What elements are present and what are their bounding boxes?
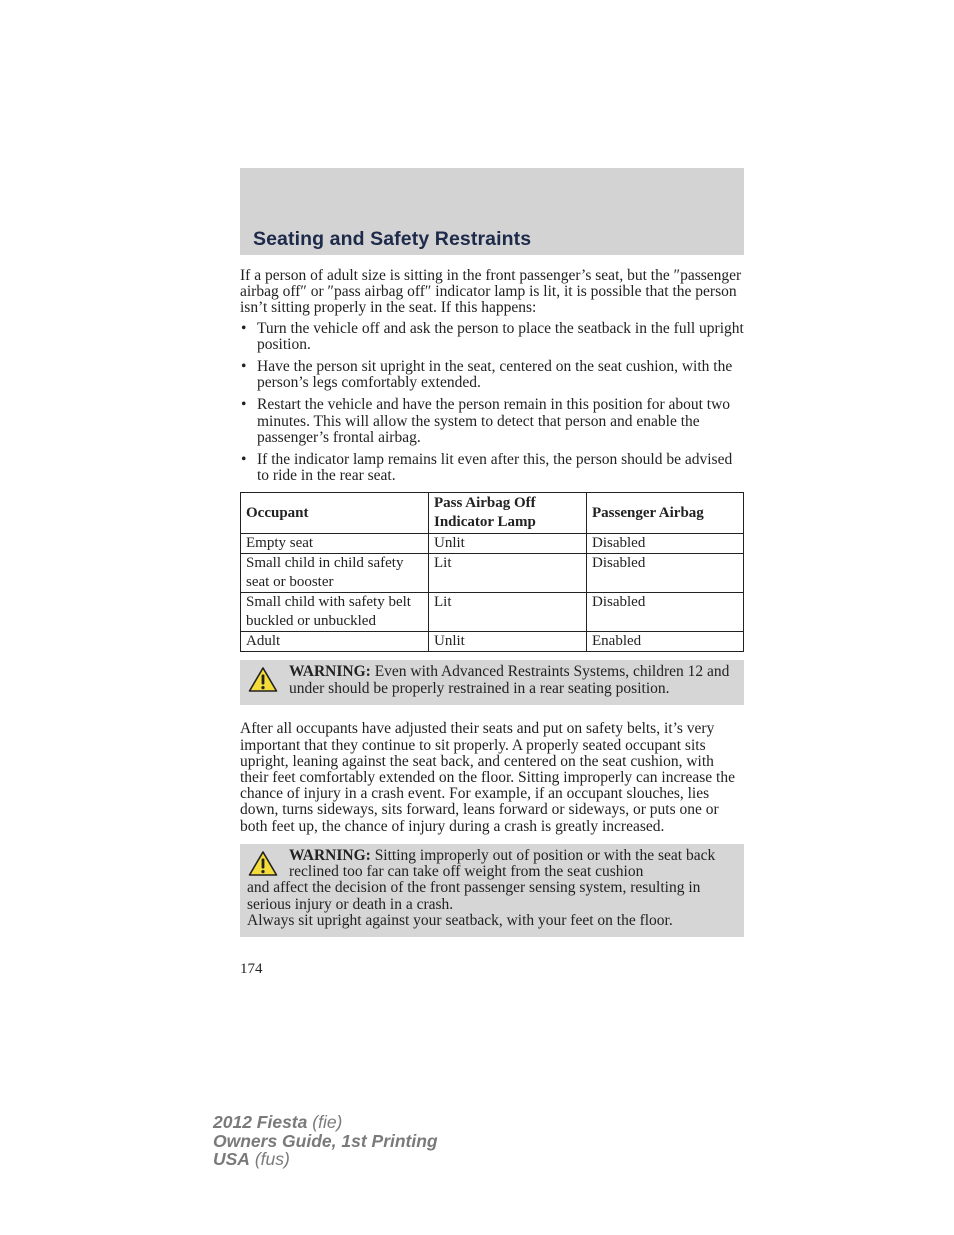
page-content xyxy=(240,268,744,937)
table-row xyxy=(241,632,744,652)
bullet-symbol: • xyxy=(241,451,247,469)
footer-line xyxy=(213,1150,438,1169)
document-footer xyxy=(213,1113,438,1169)
table-cell: Disabled xyxy=(587,593,744,632)
footer-line xyxy=(213,1132,438,1151)
table-cell: Unlit xyxy=(429,632,587,652)
list-item-text: If the indicator lamp remains lit even after this, the person should be advised to ride in the rear seat. xyxy=(257,451,733,485)
list-item xyxy=(240,397,744,446)
footer-edition: Owners Guide, 1st Printing xyxy=(213,1130,438,1151)
bullet-symbol: • xyxy=(241,396,247,414)
bullet-symbol: • xyxy=(241,319,247,337)
table-cell: Disabled xyxy=(587,534,744,554)
warning-extra: Always sit upright against your seatback, with your feet on the floor. xyxy=(247,912,673,930)
table-cell: Small child in child safety seat or booster xyxy=(241,554,429,593)
table-cell: Unlit xyxy=(429,534,587,554)
table-cell: Adult xyxy=(241,632,429,652)
table-header-row xyxy=(241,493,744,534)
warning-text xyxy=(240,660,744,701)
footer-model-code: (fie) xyxy=(312,1112,343,1132)
list-item-text: Turn the vehicle off and ask the person to place the seatback in the full upright position. xyxy=(257,319,744,353)
table-row xyxy=(241,534,744,554)
warning-label: WARNING: xyxy=(289,846,371,864)
table-cell: Lit xyxy=(429,554,587,593)
section-header xyxy=(240,168,744,255)
airbag-status-table xyxy=(240,492,744,652)
body-paragraph: After all occupants have adjusted their seats and put on safety belts, it’s very important that they continue to sit properly. A properly seated occupant sits upright, leaning against the seat back, and centered on the seat cushion, with their feet comfortably extended on the floor. Sitting improperly can increase the chance of injury in a crash event. For example, if an occupant slouches, lies down, turns sideways, sits forward, leans forward or sideways, or puts one or both feet up, the chance of injury during a crash is greatly increased. xyxy=(240,720,735,835)
bullet-symbol: • xyxy=(241,358,247,376)
warning-triangle-icon xyxy=(248,666,278,693)
table-row xyxy=(241,554,744,593)
footer-line xyxy=(213,1113,438,1132)
warning-box-seating-position xyxy=(240,844,744,937)
intro-paragraph: If a person of adult size is sitting in the front passenger’s seat, but the ″passenger airbag off″ or ″pass airbag off″ indicator lamp is lit, it is possible that the person isn’t sitting properly in the seat. If this happens: xyxy=(240,267,742,317)
bullet-list xyxy=(240,321,744,485)
table-cell: Enabled xyxy=(587,632,744,652)
warning-lead-text: Sitting improperly out of position or with the seat back reclined too far can take off weight from the seat cushion xyxy=(289,846,716,881)
table-cell: Disabled xyxy=(587,554,744,593)
table-row xyxy=(241,593,744,632)
column-header-indicator-lamp: Pass Airbag Off Indicator Lamp xyxy=(429,493,587,534)
column-header-passenger-airbag: Passenger Airbag xyxy=(587,493,744,534)
list-item xyxy=(240,452,744,484)
column-header-occupant: Occupant xyxy=(241,493,429,534)
warning-message: Even with Advanced Restraints Systems, children 12 and under should be properly restrained in a rear seating position. xyxy=(289,663,730,697)
warning-text xyxy=(240,844,744,937)
page-title: Seating and Safety Restraints xyxy=(253,228,532,250)
list-item-text: Have the person sit upright in the seat, centered on the seat cushion, with the person’s legs comfortably extended. xyxy=(257,358,733,392)
list-item xyxy=(240,321,744,353)
table-cell: Empty seat xyxy=(241,534,429,554)
warning-lead xyxy=(247,848,736,881)
footer-market: USA xyxy=(213,1149,250,1169)
footer-model: 2012 Fiesta xyxy=(213,1112,308,1132)
warning-label: WARNING: xyxy=(289,663,371,681)
warning-box-children xyxy=(240,660,744,705)
page-number: 174 xyxy=(240,961,263,977)
warning-message: and affect the decision of the front passenger sensing system, resulting in serious injury or death in a crash. xyxy=(247,879,701,913)
warning-triangle-icon xyxy=(248,850,278,877)
table-cell: Small child with safety belt buckled or unbuckled xyxy=(241,593,429,632)
footer-market-code: (fus) xyxy=(254,1149,290,1169)
list-item-text: Restart the vehicle and have the person remain in this position for about two minutes. This will allow the system to detect that person and enable the passenger’s frontal airbag. xyxy=(257,396,731,446)
list-item xyxy=(240,359,744,391)
table-cell: Lit xyxy=(429,593,587,632)
